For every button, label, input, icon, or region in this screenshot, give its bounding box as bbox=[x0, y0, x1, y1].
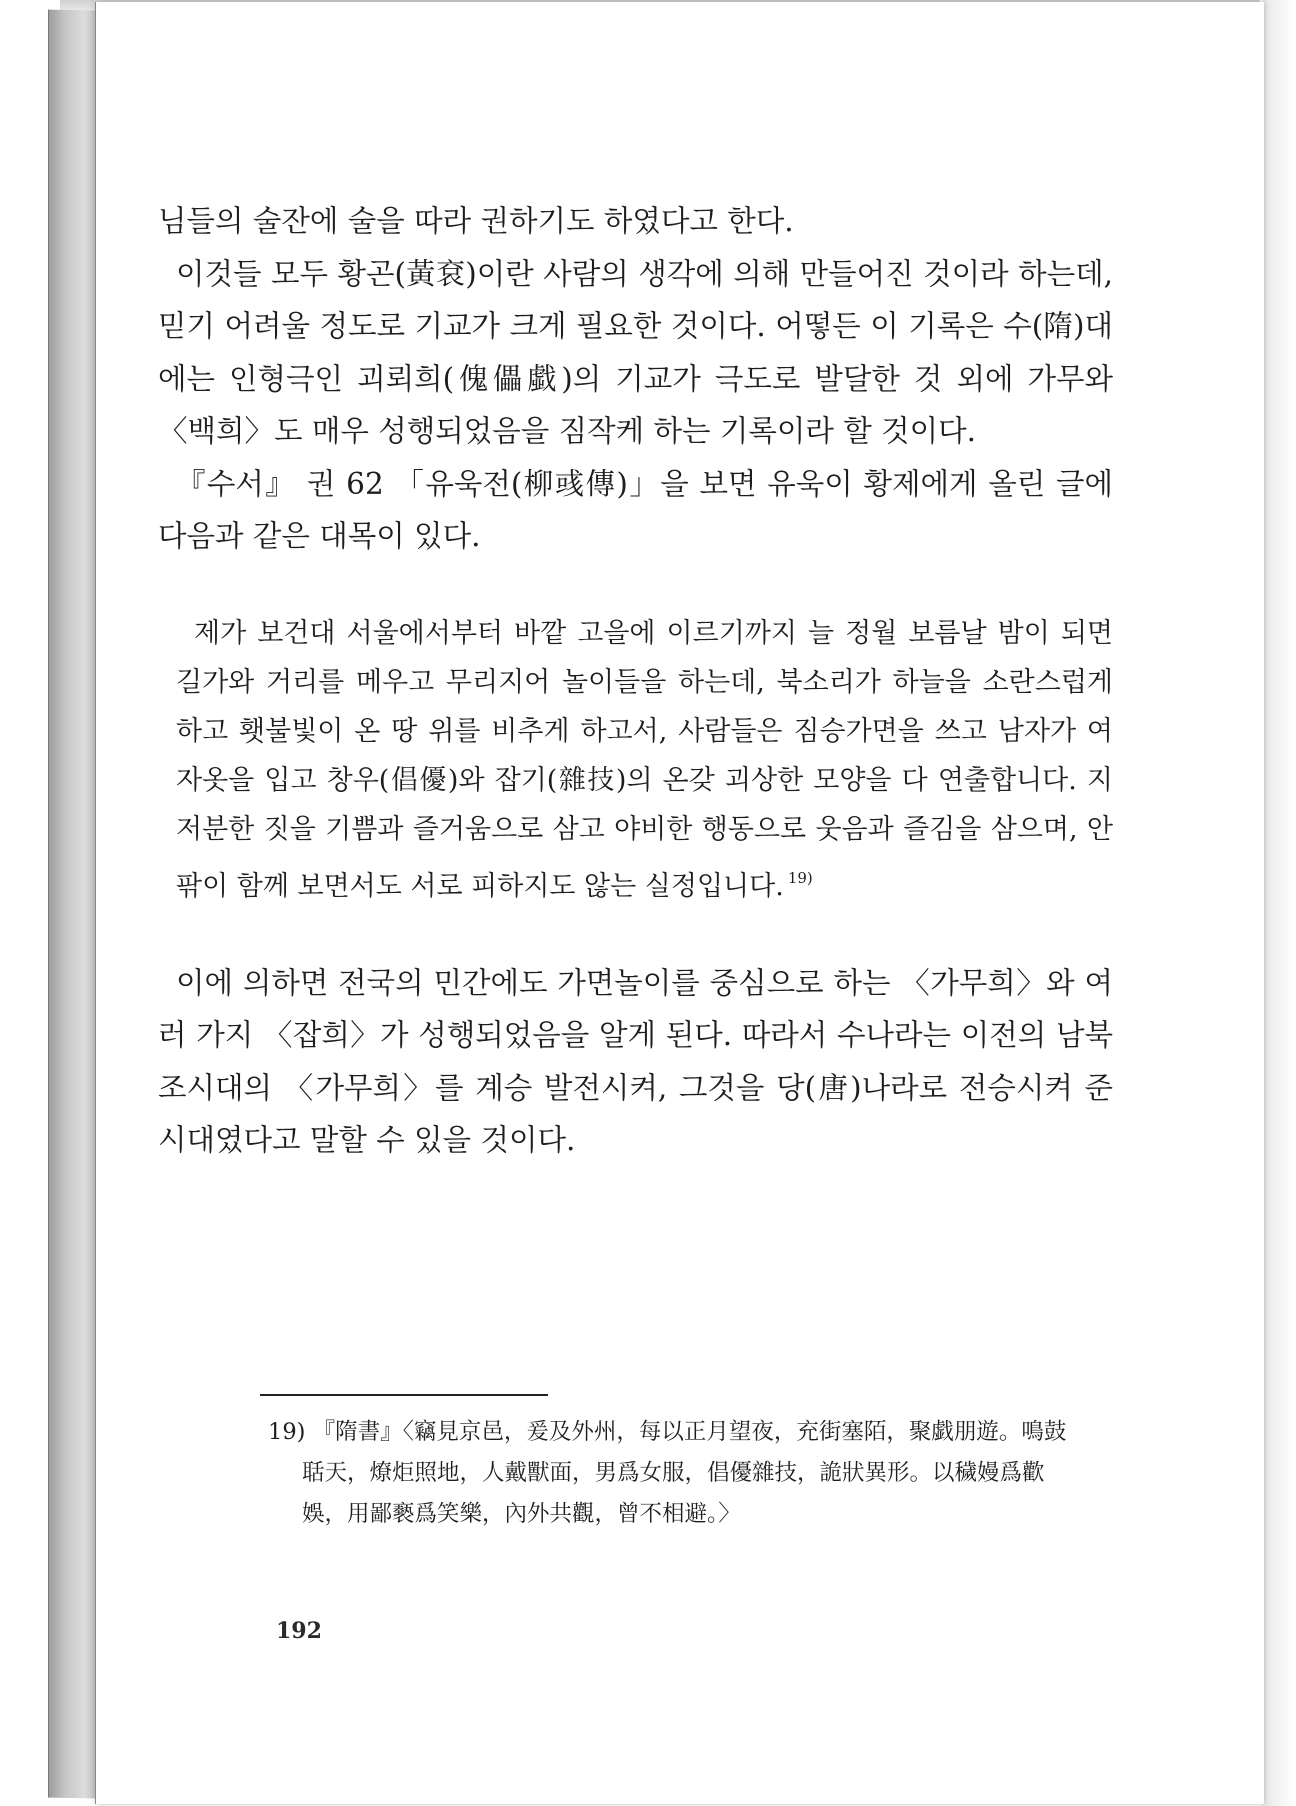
block-quote bbox=[176, 609, 1113, 911]
page-number: 192 bbox=[276, 1618, 322, 1644]
footnote-number: 19) bbox=[268, 1419, 306, 1445]
footnote-reference: 19) bbox=[787, 868, 813, 887]
paragraph-conclusion: 이에 의하면 전국의 민간에도 가면놀이를 중심으로 하는 〈가무희〉와 여러 가지 〈잡희〉가 성행되었음을 알게 된다. 따라서 수나라는 이전의 남북조시대의 〈가무희〉를 계승 발전시켜, 그것을 당(唐)나라로 전승시켜 준 시대였다고 말할 수 있을 것이다. bbox=[158, 965, 1113, 1157]
paragraph-continuation: 님들의 술잔에 술을 따라 권하기도 하였다고 한다. bbox=[158, 204, 794, 238]
footnote-line-2: 聒天，燎炬照地，人戴獸面，男爲女服，倡優雜技，詭狀異形。以穢嫚爲歡 bbox=[302, 1460, 1045, 1486]
footnote-divider bbox=[260, 1394, 548, 1396]
footnote-text-1: 『隋書』〈竊見京邑，爰及外州，每以正月望夜，充街塞陌，聚戯朋遊。鳴鼓 bbox=[312, 1419, 1067, 1445]
footnote-line-1 bbox=[268, 1412, 1114, 1453]
footnote bbox=[268, 1412, 1114, 1535]
main-text bbox=[158, 195, 1113, 1167]
quote-text: 제가 보건대 서울에서부터 바깥 고을에 이르기까지 늘 정월 보름날 밤이 되면 길가와 거리를 메우고 무리지어 놀이들을 하는데, 북소리가 하늘을 소란스럽게 하고 횃불빛이 온 땅 위를 비추게 하고서, 사람들은 짐승가면을 쓰고 남자가 여자옷을 입고 창우(倡優)와 잡기(雜技)의 온갖 괴상한 모양을 다 연출합니다. 지저분한 짓을 기쁨과 즐거움으로 삼고 야비한 행동으로 웃음과 즐김을 삼으며, 안팎이 함께 보면서도 서로 피하지도 않는 실정입니다. bbox=[176, 617, 1113, 902]
paragraph-suishu-reference: 『수서』 권 62 「유욱전(柳彧傳)」을 보면 유욱이 황제에게 올린 글에 다음과 같은 대목이 있다. bbox=[158, 466, 1113, 553]
footnote-line-3: 娛，用鄙褻爲笑樂，內外共觀，曾不相避。〉 bbox=[302, 1501, 741, 1527]
paragraph-huanggon: 이것들 모두 황곤(黃袞)이란 사람의 생각에 의해 만들어진 것이라 하는데, 믿기 어려울 정도로 기교가 크게 필요한 것이다. 어떻든 이 기록은 수(隋)대에는 인형극인 괴뢰희(傀儡戱)의 기교가 극도로 발달한 것 외에 가무와 〈백희〉도 매우 성행되었음을 짐작케 하는 기록이라 할 것이다. bbox=[158, 256, 1113, 448]
book-right-shadow bbox=[1262, 0, 1296, 1806]
book-spine-edge bbox=[48, 10, 99, 1799]
